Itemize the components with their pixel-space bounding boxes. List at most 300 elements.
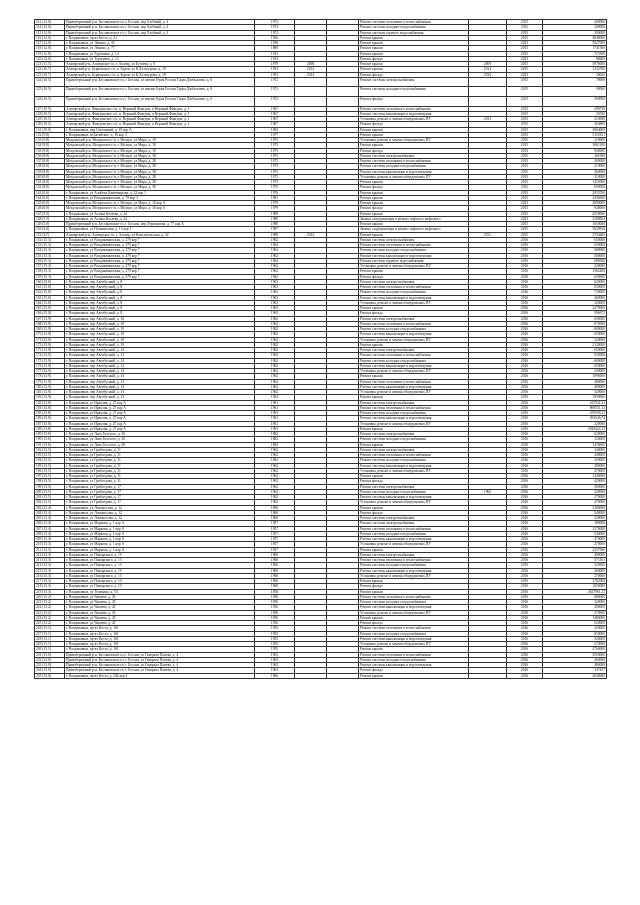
- build-year-cell: 1963: [255, 300, 295, 305]
- plan-year-cell: 2015: [507, 41, 543, 46]
- row-number-cell: 214 (13.3): [35, 563, 65, 568]
- extra-year-cell: [327, 87, 359, 97]
- plan-year-cell: 2016: [507, 647, 543, 652]
- cost-cell: 2890000: [543, 201, 607, 206]
- plan-year-cell: 2016: [507, 552, 543, 557]
- row-number-cell: 217 (13.3): [35, 579, 65, 584]
- cost-cell: 260000: [543, 568, 607, 573]
- address-cell: г. Владикавказ, пр-кт Коста, д. 21: [65, 35, 255, 40]
- work-type-cell: Ремонт системы электроснабжения: [359, 400, 469, 405]
- work-type-cell: Установка, ремонт и замена общедомовых ПУ: [359, 117, 469, 122]
- plan-year-cell: 2016: [507, 636, 543, 641]
- row-number-cell: 155 (15.3): [35, 253, 65, 258]
- build-year-cell: 1981: [255, 195, 295, 200]
- cost-cell: 38630: [543, 72, 607, 77]
- work-type-cell: Ремонт системы холодного водоснабжения: [359, 248, 469, 253]
- build-year-cell: 1975: [255, 180, 295, 185]
- cost-cell: 259358,11: [543, 411, 607, 416]
- address-cell: Правобережный р-н, Беслановское гп, г. Беслан, пер Хлебный, д. 4: [65, 20, 255, 25]
- address-cell: г. Владикавказ, ул Чапаева, д. 45: [65, 621, 255, 626]
- address-cell: Моздокский р-н, Моздокское г/п, г. Моздок, ул Мира, д. 18: [65, 143, 255, 148]
- address-cell: Алагирский р-н, Алагирское гп, г. Алагир, ул Бутаева, д. 9: [65, 62, 255, 67]
- plan-year-cell: 2016: [507, 468, 543, 473]
- last-repair-year-cell: 2008: [295, 62, 327, 67]
- address-cell: г. Владикавказ, ул Маркова, д. 1 кор А: [65, 526, 255, 531]
- build-year-cell: 1966: [255, 673, 295, 678]
- build-year-cell: 1975: [255, 185, 295, 190]
- plan-year-cell: 2015: [507, 25, 543, 30]
- build-year-cell: 1957: [255, 547, 295, 552]
- work-type-cell: Ремонт системы канализации и водоотведения: [359, 537, 469, 542]
- cost-cell: 147457: [543, 668, 607, 673]
- address-cell: г. Владикавказ, пер Автобусный, д. 10: [65, 342, 255, 347]
- build-year-cell: 1972: [255, 30, 295, 35]
- address-cell: г. Владикавказ, ул Маркова, д. 1 кор А: [65, 521, 255, 526]
- extra-year-cell: [327, 96, 359, 106]
- row-number-cell: 209 (13.4): [35, 537, 65, 542]
- row-number-cell: 221 (13.2): [35, 600, 65, 605]
- plan-year-cell: 2016: [507, 521, 543, 526]
- work-type-cell: Ремонт крыши: [359, 190, 469, 195]
- cost-cell: 320000: [543, 390, 607, 395]
- row-number-cell: 135 (9.8): [35, 148, 65, 153]
- cost-cell: 620000: [543, 363, 607, 368]
- build-year-cell: 1962: [255, 316, 295, 321]
- cost-cell: 1480000: [543, 615, 607, 620]
- build-year-cell: 1975: [255, 148, 295, 153]
- row-number-cell: 116 (12.0): [35, 35, 65, 40]
- build-year-cell: 1975: [255, 169, 295, 174]
- row-number-cell: 235 (13.0): [35, 673, 65, 678]
- build-year-cell: 1933: [255, 56, 295, 61]
- plan-year-cell: 2015: [507, 30, 543, 35]
- row-number-cell: 153 (15.3): [35, 243, 65, 248]
- plan-year-cell: 2016: [507, 453, 543, 458]
- work-type-cell: Ремонт системы отопления и теплоснабжения: [359, 405, 469, 410]
- plan-year-cell: 2016: [507, 321, 543, 326]
- work-type-cell: Установка, ремонт и замена общедомовых ПУ: [359, 369, 469, 374]
- address-cell: Моздокский р-н, Моздокское г/п, г. Моздок, ул Мира, д. 38: [65, 180, 255, 185]
- build-year-cell: 1960: [255, 563, 295, 568]
- plan-year-cell: 2015: [507, 143, 543, 148]
- work-type-cell: Ремонт системы электроснабжения: [359, 153, 469, 158]
- address-cell: г. Владикавказ, ш Батайское, д. 16 кор 4: [65, 132, 255, 137]
- cost-cell: 698560: [543, 258, 607, 263]
- work-type-cell: Ремонт системы холодного водоснабжения: [359, 411, 469, 416]
- address-cell: г. Владикавказ, ул Пожарского, д. 13: [65, 558, 255, 563]
- work-type-cell: Ремонт крыши: [359, 143, 469, 148]
- last-repair-year-cell: [295, 77, 327, 87]
- cost-cell: 720000: [543, 290, 607, 295]
- work-year-cell: 1962: [469, 489, 507, 494]
- build-year-cell: 1962: [255, 384, 295, 389]
- row-number-cell: 119 (12.0): [35, 51, 65, 56]
- address-cell: г. Владикавказ, пер Автобусный, д. 8: [65, 279, 255, 284]
- plan-year-cell: 2016: [507, 342, 543, 347]
- cost-cell: 270000: [543, 468, 607, 473]
- plan-year-cell: 2016: [507, 563, 543, 568]
- address-cell: г. Владикавказ, ул Владикавказская, д. 279 кор 7: [65, 253, 255, 258]
- cost-cell: 78000: [543, 77, 607, 87]
- address-cell: г. Владикавказ, ул Грибоедова, д. 11: [65, 458, 255, 463]
- work-type-cell: Установка, ремонт и замена общедомовых ПУ: [359, 300, 469, 305]
- plan-year-cell: 2016: [507, 295, 543, 300]
- address-cell: г. Владикавказ, ул Пожарского, д. 13: [65, 568, 255, 573]
- work-type-cell: Ремонт системы канализации и водоотведения: [359, 295, 469, 300]
- address-cell: г. Владикавказ, пер Автобусный, д. 8: [65, 285, 255, 290]
- work-type-cell: Ремонт системы отопления и теплоснабжения: [359, 159, 469, 164]
- address-cell: г. Владикавказ, ул Маркова, д. 1 кор А: [65, 542, 255, 547]
- work-year-cell: [469, 87, 507, 97]
- table-row: [35, 77, 607, 87]
- row-number-cell: 178 (13.9): [35, 374, 65, 379]
- row-number-cell: 168 (13.9): [35, 321, 65, 326]
- work-type-cell: Ремонт крыши: [359, 673, 469, 678]
- row-number-cell: 226 (13.1): [35, 626, 65, 631]
- address-cell: г. Владикавказ, ул Владикавказская, д. 79 кор 3: [65, 195, 255, 200]
- row-number-cell: 198 (13.5): [35, 479, 65, 484]
- cost-cell: 200000: [543, 25, 607, 30]
- row-number-cell: 199 (13.5): [35, 484, 65, 489]
- cost-cell: 590000: [543, 96, 607, 106]
- cost-cell: 480000: [543, 379, 607, 384]
- address-cell: г. Владикавказ, пр-кт Коста, д. 161: [65, 626, 255, 631]
- work-type-cell: Ремонт фасада: [359, 621, 469, 626]
- address-cell: г. Владикавказ, ул Льва Толстого, д. 36: [65, 442, 255, 447]
- plan-year-cell: 2016: [507, 479, 543, 484]
- plan-year-cell: 2016: [507, 379, 543, 384]
- cost-cell: 996672: [543, 311, 607, 316]
- build-year-cell: 1972: [255, 20, 295, 25]
- address-cell: Моздокский р-н, Моздокское г/п, г. Моздок, ул Мира, д. 38: [65, 185, 255, 190]
- work-type-cell: Ремонт фасада: [359, 72, 469, 77]
- address-cell: Правобережный р-н, Беслановское гп, г. Беслан, ул имени Героя России Таора Дзобылаева, д. 6: [65, 87, 255, 97]
- work-type-cell: Установка, ремонт и замена общедомовых ПУ: [359, 468, 469, 473]
- build-year-cell: 1975: [255, 153, 295, 158]
- cost-cell: 500000: [543, 253, 607, 258]
- work-type-cell: Установка, ремонт и замена общедомовых ПУ: [359, 337, 469, 342]
- work-type-cell: Ремонт крыши: [359, 180, 469, 185]
- build-year-cell: 1962: [255, 395, 295, 400]
- build-year-cell: 1963: [255, 285, 295, 290]
- row-number-cell: 171 (13.9): [35, 337, 65, 342]
- address-cell: г. Владикавказ, пер Автобусный, д. 14: [65, 390, 255, 395]
- cost-cell: 715500: [543, 51, 607, 56]
- work-type-cell: Ремонт системы холодного водоснабжения: [359, 563, 469, 568]
- plan-year-cell: 2016: [507, 285, 543, 290]
- cost-cell: 530000: [543, 531, 607, 536]
- address-cell: г. Владикавказ, ул Грибоедова, д. 17: [65, 484, 255, 489]
- work-type-cell: Ремонт фасада: [359, 185, 469, 190]
- row-number-cell: 232 (13.0): [35, 657, 65, 662]
- build-year-cell: 1962: [255, 374, 295, 379]
- plan-year-cell: 2016: [507, 384, 543, 389]
- cost-cell: 680000: [543, 248, 607, 253]
- plan-year-cell: 2016: [507, 400, 543, 405]
- plan-year-cell: 2016: [507, 421, 543, 426]
- build-year-cell: 1956: [255, 610, 295, 615]
- address-cell: Алагирский р-н, Фиагдонское с/п, п. Верхний Фиагдон, п Верхний Фиагдон, д. 1: [65, 117, 255, 122]
- cost-cell: 4640000: [543, 673, 607, 678]
- work-type-cell: Ремонт фасада: [359, 148, 469, 153]
- work-type-cell: Ремонт крыши: [359, 306, 469, 311]
- address-cell: г. Владикавказ, пер Автобусный, д. 14: [65, 348, 255, 353]
- work-type-cell: Ремонт системы отопления и теплоснабжения: [359, 652, 469, 657]
- work-type-cell: Установка, ремонт и замена общедомовых ПУ: [359, 500, 469, 505]
- row-number-cell: 215 (13.3): [35, 568, 65, 573]
- build-year-cell: 1962: [255, 348, 295, 353]
- build-year-cell: 1962: [255, 379, 295, 384]
- work-type-cell: Ремонт системы электроснабжения: [359, 521, 469, 526]
- row-number-cell: 150 (4.6): [35, 227, 65, 232]
- row-number-cell: 177 (13.9): [35, 369, 65, 374]
- work-type-cell: Ремонт крыши: [359, 51, 469, 56]
- work-type-cell: Ремонт системы отопления и теплоснабжения: [359, 106, 469, 111]
- address-cell: г. Владикавказ, ул Пожарского, д. 13: [65, 573, 255, 578]
- work-year-cell: [469, 96, 507, 106]
- plan-year-cell: 2016: [507, 300, 543, 305]
- cost-cell: 320000: [543, 369, 607, 374]
- cost-cell: 940000: [543, 148, 607, 153]
- row-number-cell: 231 (13.0): [35, 652, 65, 657]
- address-cell: Правобережный р-н, Беслановское гп, г. Беслан, ул имени Героя России Таора Дзобылаева, д. 6: [65, 77, 255, 87]
- work-type-cell: Ремонт системы холодного водоснабжения: [359, 458, 469, 463]
- plan-year-cell: 2016: [507, 568, 543, 573]
- plan-year-cell: 2015: [507, 211, 543, 216]
- work-type-cell: Ремонт крыши: [359, 41, 469, 46]
- row-number-cell: 145 (6.0): [35, 201, 65, 206]
- build-year-cell: 1960: [255, 558, 295, 563]
- plan-year-cell: 2016: [507, 348, 543, 353]
- row-number-cell: 185 (13.8): [35, 411, 65, 416]
- work-type-cell: Установка, ремонт и замена общедомовых ПУ: [359, 174, 469, 179]
- build-year-cell: 1962: [255, 390, 295, 395]
- row-number-cell: 204 (13.4): [35, 510, 65, 515]
- row-number-cell: 167 (13.9): [35, 316, 65, 321]
- cost-cell: 650000: [543, 348, 607, 353]
- build-year-cell: 1989: [255, 216, 295, 221]
- work-type-cell: Ремонт системы отопления и теплоснабжения: [359, 285, 469, 290]
- plan-year-cell: 2015: [507, 169, 543, 174]
- row-number-cell: 170 (13.9): [35, 332, 65, 337]
- work-type-cell: Ремонт системы горячего водоснабжения: [359, 30, 469, 35]
- address-cell: г. Владикавказ, ул Владикавказская, д. 279 кор 7: [65, 269, 255, 274]
- build-year-cell: 1962: [255, 332, 295, 337]
- plan-year-cell: 2016: [507, 253, 543, 258]
- build-year-cell: 1961: [255, 400, 295, 405]
- work-type-cell: Ремонт системы электроснабжения: [359, 279, 469, 284]
- cost-cell: 480000: [543, 384, 607, 389]
- plan-year-cell: 2016: [507, 395, 543, 400]
- build-year-cell: 1977: [255, 132, 295, 137]
- build-year-cell: 1960: [255, 579, 295, 584]
- build-year-cell: 1960: [255, 510, 295, 515]
- plan-year-cell: 2015: [507, 201, 543, 206]
- work-type-cell: Ремонт системы отопления и теплоснабжения: [359, 594, 469, 599]
- plan-year-cell: 2015: [507, 138, 543, 143]
- row-number-cell: 233 (13.0): [35, 663, 65, 668]
- row-number-cell: 192 (13.5): [35, 447, 65, 452]
- address-cell: Алагирский р-н, Бурвонское с/п, п. Бурон, ул К.Хетагурова, д. 19: [65, 67, 255, 72]
- row-number-cell: 112 (12.0): [35, 20, 65, 25]
- build-year-cell: 1960: [255, 552, 295, 557]
- plan-year-cell: 2015: [507, 51, 543, 56]
- row-number-cell: 139 (8.8): [35, 169, 65, 174]
- build-year-cell: 1882: [255, 442, 295, 447]
- work-type-cell: Ремонт системы канализации и водоотведения: [359, 169, 469, 174]
- cost-cell: 1455000: [543, 180, 607, 185]
- plan-year-cell: 2016: [507, 594, 543, 599]
- row-number-cell: 122 (10.7): [35, 67, 65, 72]
- address-cell: г. Владикавказ, пер Автобусный, д. 8: [65, 290, 255, 295]
- address-cell: г. Владикавказ, ул Астана Кесаева, д. 24: [65, 216, 255, 221]
- cost-cell: 650000: [543, 274, 607, 279]
- cost-cell: 2760000: [543, 647, 607, 652]
- address-cell: г. Владикавказ, ул Льва Толстого, д. 36: [65, 437, 255, 442]
- plan-year-cell: 2016: [507, 353, 543, 358]
- address-cell: г. Владикавказ, ул Владикавказская, д. 279 кор 7: [65, 243, 255, 248]
- row-number-cell: 127 (10.5): [35, 106, 65, 111]
- cost-cell: 680000: [543, 327, 607, 332]
- cost-cell: 680000: [543, 358, 607, 363]
- last-repair-year-cell: 2014: [295, 67, 327, 72]
- address-cell: г. Владикавказ, ул Тельмана, д. 53: [65, 589, 255, 594]
- address-cell: Моздокский р-н, Моздокское г/п, г. Моздок, ул Мира, д. 38: [65, 164, 255, 169]
- row-number-cell: 128 (10.5): [35, 111, 65, 116]
- address-cell: г. Владикавказ, ул Чапаева, д. 45: [65, 600, 255, 605]
- build-year-cell: 1961: [255, 426, 295, 431]
- plan-year-cell: 2016: [507, 610, 543, 615]
- plan-year-cell: 2015: [507, 96, 543, 106]
- plan-year-cell: 2016: [507, 652, 543, 657]
- cost-cell: 371101: [543, 558, 607, 563]
- work-year-cell: 2013: [469, 117, 507, 122]
- work-year-cell: [469, 77, 507, 87]
- row-number-cell: 207 (13.4): [35, 526, 65, 531]
- plan-year-cell: 2016: [507, 327, 543, 332]
- work-type-cell: Ремонт системы канализации и водоотведения: [359, 495, 469, 500]
- row-number-cell: 228 (13.1): [35, 636, 65, 641]
- cost-cell: 270000: [543, 542, 607, 547]
- work-type-cell: Ремонт крыши: [359, 374, 469, 379]
- plan-year-cell: 2015: [507, 222, 543, 227]
- work-type-cell: Ремонт крыши: [359, 547, 469, 552]
- address-cell: Моздокский р-н, Моздокское г/п, г. Моздок, ул Мира, д. 38: [65, 159, 255, 164]
- cost-cell: 870000: [543, 321, 607, 326]
- row-number-cell: 183 (13.8): [35, 400, 65, 405]
- work-type-cell: Ремонт крыши: [359, 195, 469, 200]
- plan-year-cell: 2016: [507, 369, 543, 374]
- work-type-cell: Ремонт системы электроснабжения: [359, 552, 469, 557]
- address-cell: г. Владикавказ, ул Грибоедова, д. 17: [65, 489, 255, 494]
- work-type-cell: Ремонт системы отопления и теплоснабжения: [359, 243, 469, 248]
- address-cell: г. Владикавказ, ул Чапаева, д. 45: [65, 594, 255, 599]
- row-number-cell: 157 (15.3): [35, 264, 65, 269]
- row-number-cell: 210 (13.3): [35, 542, 65, 547]
- address-cell: г. Владикавказ, ул Грибоедова, д. 11: [65, 463, 255, 468]
- build-year-cell: 1967: [255, 106, 295, 111]
- row-number-cell: 230 (13.1): [35, 647, 65, 652]
- work-type-cell: Ремонт системы канализации и водоотведения: [359, 363, 469, 368]
- plan-year-cell: 2015: [507, 159, 543, 164]
- build-year-cell: 1979: [255, 206, 295, 211]
- address-cell: г. Владикавказ, пр-кт Коста, д. 161: [65, 636, 255, 641]
- cost-cell: 2257000: [543, 547, 607, 552]
- address-cell: г. Владикавказ, ул Грибоедова, д. 11: [65, 447, 255, 452]
- plan-year-cell: 2016: [507, 673, 543, 678]
- work-type-cell: Ремонт системы холодного водоснабжения: [359, 600, 469, 605]
- work-type-cell: Ремонт крыши: [359, 201, 469, 206]
- plan-year-cell: 2015: [507, 62, 543, 67]
- cost-cell: 470000: [543, 537, 607, 542]
- build-year-cell: 1975: [255, 164, 295, 169]
- work-type-cell: Ремонт системы канализации и водоотведения: [359, 605, 469, 610]
- last-repair-year-cell: [295, 673, 327, 678]
- row-number-cell: 123 (10.7): [35, 72, 65, 77]
- plan-year-cell: 2016: [507, 605, 543, 610]
- cost-cell: 210000: [543, 164, 607, 169]
- row-number-cell: 151 (2.7): [35, 232, 65, 237]
- build-year-cell: 1956: [255, 594, 295, 599]
- plan-year-cell: 2016: [507, 248, 543, 253]
- plan-year-cell: 2015: [507, 132, 543, 137]
- work-type-cell: Ремонт крыши: [359, 127, 469, 132]
- cost-cell: 460000: [543, 663, 607, 668]
- address-cell: г. Владикавказ, пер Автобусный, д. 14: [65, 374, 255, 379]
- build-year-cell: 1961: [255, 405, 295, 410]
- build-year-cell: 1961: [255, 411, 295, 416]
- cost-cell: 90000: [543, 87, 607, 97]
- address-cell: г. Владикавказ, пер Автобусный, д. 14: [65, 358, 255, 363]
- address-cell: Алагирский р-н, Фиагдонское с/п, п. Верхний Фиагдон, п Верхний Фиагдон, д. 1: [65, 122, 255, 127]
- cost-cell: 340000: [543, 447, 607, 452]
- plan-year-cell: 2016: [507, 631, 543, 636]
- table-row: [35, 96, 607, 106]
- build-year-cell: 1962: [255, 474, 295, 479]
- address-cell: Правобережный р-н, Беслановское гп, г. Беслан, ул Генерала Плиева, д. 4: [65, 668, 255, 673]
- address-cell: Правобережный р-н, Беслановское гп, г. Беслан, ул Генерала Плиева, д. 4: [65, 663, 255, 668]
- row-number-cell: 191 (13.6): [35, 442, 65, 447]
- address-cell: г. Владикавказ, пер Автобусный, д. 10: [65, 332, 255, 337]
- work-type-cell: Ремонт фасада: [359, 668, 469, 673]
- row-number-cell: 162 (15.0): [35, 290, 65, 295]
- row-number-cell: 138 (8.8): [35, 164, 65, 169]
- cost-cell: 280000: [543, 605, 607, 610]
- row-number-cell: 147 (5.5): [35, 211, 65, 216]
- work-type-cell: Ремонт крыши: [359, 67, 469, 72]
- cost-cell: 940000: [543, 206, 607, 211]
- address-cell: г. Владикавказ, ул Грибоедова, д. 11: [65, 474, 255, 479]
- cost-cell: 270000: [543, 500, 607, 505]
- row-number-cell: 117 (12.0): [35, 41, 65, 46]
- work-type-cell: Ремонт крыши: [359, 615, 469, 620]
- build-year-cell: 1955: [255, 642, 295, 647]
- address-cell: г. Владикавказ, ул Тургенева, д. 12: [65, 51, 255, 56]
- row-number-cell: 203 (13.4): [35, 505, 65, 510]
- address-cell: г. Владикавказ, ул Ираклия, д. 27 кор А: [65, 405, 255, 410]
- address-cell: Алагирский р-н, Фиагдонское с/п, п. Верхний Фиагдон, п Верхний Фиагдон, д. 1: [65, 106, 255, 111]
- build-year-cell: 1962: [255, 484, 295, 489]
- work-type-cell: Установка, ремонт и замена общедомовых ПУ: [359, 264, 469, 269]
- plan-year-cell: 2015: [507, 77, 543, 87]
- build-year-cell: 1960: [255, 573, 295, 578]
- work-type-cell: Ремонт крыши: [359, 232, 469, 237]
- row-number-cell: 120 (12.0): [35, 56, 65, 61]
- build-year-cell: 1962: [255, 321, 295, 326]
- cost-cell: 35550: [543, 111, 607, 116]
- address-cell: Правобережный р-н, Беслановское гп, г. Беслан, ул имени Героя России Таора Дзобылаева, д. 6: [65, 96, 255, 106]
- work-type-cell: Ремонт системы канализации и водоотведения: [359, 636, 469, 641]
